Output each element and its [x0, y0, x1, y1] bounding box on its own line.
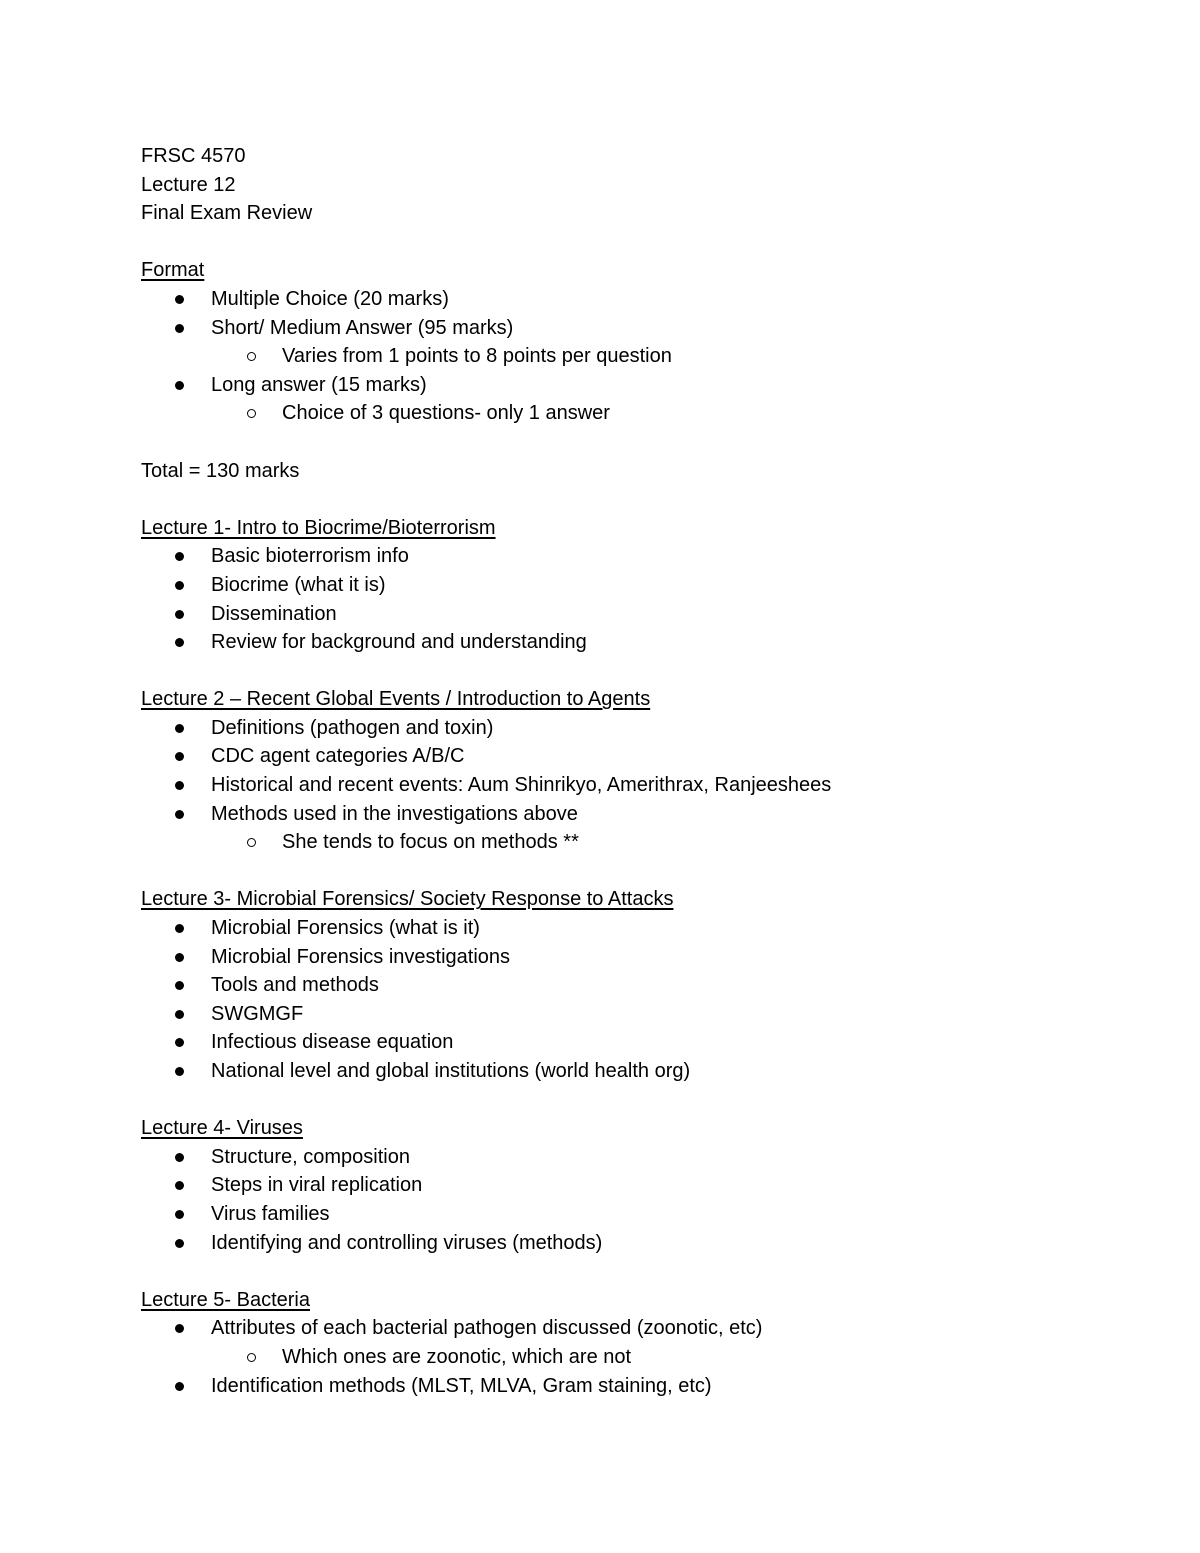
bullet-icon — [175, 552, 184, 561]
list-item-text: Definitions (pathogen and toxin) — [211, 716, 494, 739]
bullet-icon — [175, 724, 184, 733]
bullet-icon — [175, 781, 184, 790]
list-item — [141, 1057, 1141, 1086]
list-item-text: Microbial Forensics investigations — [211, 945, 511, 968]
circle-bullet-icon — [247, 838, 256, 847]
list-item — [141, 371, 1141, 428]
sub-list-item — [211, 342, 1141, 371]
spacer — [141, 485, 1141, 514]
list-item — [141, 800, 1141, 857]
course-code: FRSC 4570 — [141, 145, 246, 167]
list-item — [141, 285, 1141, 314]
bullet-icon — [175, 810, 184, 819]
list-item-text: Basic bioterrorism info — [211, 545, 409, 568]
bullet-icon — [175, 1010, 184, 1019]
bullet-icon — [175, 324, 184, 333]
spacer — [141, 228, 1141, 257]
sub-list-item-text: She tends to focus on methods ** — [282, 831, 579, 854]
sub-list-item-text: Choice of 3 questions- only 1 answer — [282, 402, 610, 425]
format-section — [141, 256, 1141, 428]
list-item — [141, 1143, 1141, 1172]
list-item-text: Infectious disease equation — [211, 1031, 454, 1054]
circle-bullet-icon — [247, 409, 256, 418]
section-list — [141, 714, 1141, 857]
bullet-icon — [175, 610, 184, 619]
list-item-text: Attributes of each bacterial pathogen discussed (zoonotic, etc) — [211, 1317, 763, 1340]
bullet-icon — [175, 638, 184, 647]
list-item-text: Biocrime (what it is) — [211, 573, 386, 596]
list-item-text: Long answer (15 marks) — [211, 373, 427, 396]
list-item — [141, 314, 1141, 371]
list-item — [141, 1200, 1141, 1229]
format-heading: Format — [141, 259, 205, 282]
bullet-icon — [175, 295, 184, 304]
spacer — [141, 1257, 1141, 1286]
list-item — [141, 742, 1141, 771]
sub-list-item — [211, 828, 1141, 857]
sub-list-item-text: Varies from 1 points to 8 points per question — [282, 345, 672, 368]
bullet-icon — [175, 953, 184, 962]
list-item — [141, 600, 1141, 629]
section-list — [141, 1143, 1141, 1257]
list-item — [141, 1000, 1141, 1029]
list-item-text: Tools and methods — [211, 974, 379, 997]
sub-list-item — [211, 399, 1141, 428]
list-item — [141, 1314, 1141, 1371]
sub-list — [211, 399, 1141, 428]
bullet-icon — [175, 1153, 184, 1162]
spacer — [141, 1086, 1141, 1115]
circle-bullet-icon — [247, 352, 256, 361]
list-item — [141, 542, 1141, 571]
list-item-text: Steps in viral replication — [211, 1174, 423, 1197]
sub-list — [211, 828, 1141, 857]
bullet-icon — [175, 752, 184, 761]
list-item-text: Identification methods (MLST, MLVA, Gram staining, etc) — [211, 1374, 712, 1397]
list-item — [141, 1372, 1141, 1401]
document-page — [141, 142, 1141, 1400]
list-item — [141, 1229, 1141, 1258]
list-item-text: Review for background and understanding — [211, 631, 587, 654]
section-heading: Lecture 5- Bacteria — [141, 1288, 310, 1311]
bullet-icon — [175, 381, 184, 390]
total-marks: Total = 130 marks — [141, 459, 300, 482]
bullet-icon — [175, 1181, 184, 1190]
list-item-text: Dissemination — [211, 602, 337, 625]
section-heading: Lecture 2 – Recent Global Events / Introduction to Agents — [141, 688, 651, 711]
list-item-text: Microbial Forensics (what is it) — [211, 917, 480, 940]
list-item-text: CDC agent categories A/B/C — [211, 745, 465, 768]
bullet-icon — [175, 1239, 184, 1248]
document-title: Final Exam Review — [141, 202, 313, 225]
list-item-text: National level and global institutions (world health org) — [211, 1060, 691, 1082]
bullet-icon — [175, 581, 184, 590]
list-item-text: Structure, composition — [211, 1145, 410, 1168]
list-item — [141, 628, 1141, 657]
bullet-icon — [175, 1382, 184, 1391]
list-item — [141, 571, 1141, 600]
list-item-text: Multiple Choice (20 marks) — [211, 287, 449, 310]
list-item — [141, 771, 1141, 800]
section-heading: Lecture 1- Intro to Biocrime/Bioterrorism — [141, 516, 496, 539]
lecture-3-section — [141, 885, 1141, 1085]
list-item — [141, 914, 1141, 943]
list-item — [141, 1171, 1141, 1200]
lecture-number: Lecture 12 — [141, 173, 236, 196]
section-list — [141, 914, 1141, 1086]
sub-list — [211, 1343, 1141, 1372]
lecture-2-section — [141, 685, 1141, 857]
list-item-text: SWGMGF — [211, 1002, 304, 1025]
list-item-text: Virus families — [211, 1202, 330, 1225]
list-item — [141, 943, 1141, 972]
sub-list-item-text: Which ones are zoonotic, which are not — [282, 1345, 632, 1368]
list-item-text: Historical and recent events: Aum Shinrikyo, Amerithrax, Ranjeeshees — [211, 774, 832, 797]
lecture-5-section — [141, 1286, 1141, 1400]
bullet-icon — [175, 1210, 184, 1219]
list-item — [141, 971, 1141, 1000]
bullet-icon — [175, 1324, 184, 1333]
lecture-1-section — [141, 514, 1141, 657]
section-heading: Lecture 3- Microbial Forensics/ Society Response to Attacks — [141, 888, 674, 911]
section-list — [141, 542, 1141, 656]
list-item — [141, 1028, 1141, 1057]
lecture-4-section — [141, 1114, 1141, 1257]
bullet-icon — [175, 1038, 184, 1047]
sub-list-item — [211, 1343, 1141, 1372]
list-item-text: Methods used in the investigations above — [211, 802, 578, 825]
list-item — [141, 714, 1141, 743]
circle-bullet-icon — [247, 1353, 256, 1362]
bullet-icon — [175, 981, 184, 990]
bullet-icon — [175, 924, 184, 933]
format-list — [141, 285, 1141, 428]
list-item-text: Identifying and controlling viruses (methods) — [211, 1231, 603, 1254]
section-heading: Lecture 4- Viruses — [141, 1117, 303, 1140]
section-list — [141, 1314, 1141, 1400]
spacer — [141, 857, 1141, 886]
spacer — [141, 428, 1141, 457]
sub-list — [211, 342, 1141, 371]
bullet-icon — [175, 1067, 184, 1076]
list-item-text: Short/ Medium Answer (95 marks) — [211, 316, 514, 339]
spacer — [141, 657, 1141, 686]
